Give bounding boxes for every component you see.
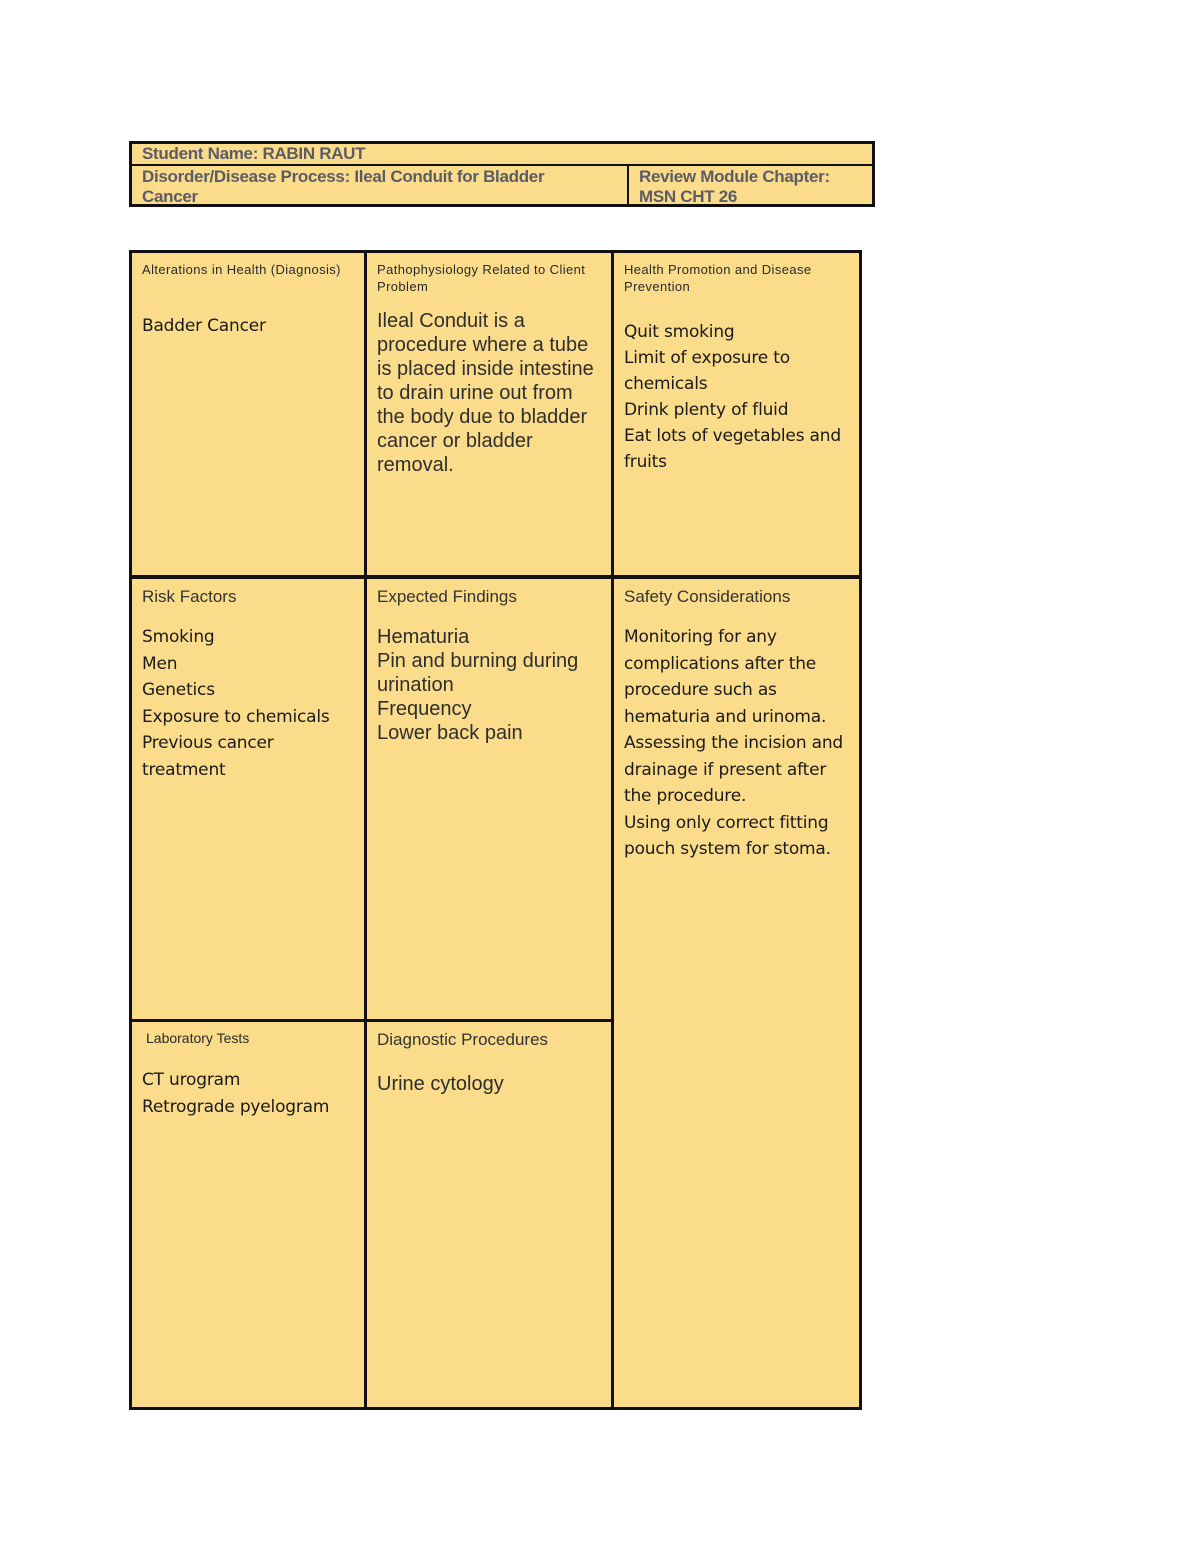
health-promotion-list	[624, 319, 849, 475]
pathophysiology-cell	[367, 253, 611, 575]
list-item: Using only correct fitting	[624, 812, 829, 833]
diagnostic-procedures-cell	[367, 1022, 611, 1407]
risk-factors-title: Risk Factors	[142, 587, 237, 606]
health-promotion-title-line-1: Health Promotion and Disease	[624, 262, 812, 277]
body-line: Ileal Conduit is a	[377, 310, 525, 332]
list-item: Limit of exposure to	[624, 347, 790, 368]
student-name: Student Name: RABIN RAUT	[142, 144, 366, 163]
list-item: Frequency	[377, 698, 472, 720]
list-item: fruits	[624, 451, 667, 472]
safety-considerations-title: Safety Considerations	[624, 587, 791, 606]
body-line: removal.	[377, 454, 454, 476]
risk-factors-list	[142, 624, 354, 783]
list-item: Assessing the incision and	[624, 733, 844, 753]
grid-border-right	[859, 250, 862, 1410]
review-line-2: MSN CHT 26	[639, 187, 738, 206]
health-promotion-cell	[614, 253, 859, 575]
list-item: Monitoring for any	[624, 627, 777, 647]
laboratory-tests-list	[142, 1067, 354, 1120]
expected-findings-list	[377, 625, 601, 745]
list-item: Smoking	[142, 627, 215, 647]
body-line: cancer or bladder	[377, 430, 533, 452]
alterations-title: Alterations in Health (Diagnosis)	[142, 262, 341, 277]
review-module-cell	[629, 166, 872, 204]
laboratory-tests-cell	[132, 1022, 364, 1407]
list-item: CT urogram	[142, 1070, 241, 1090]
disorder-line-1: Disorder/Disease Process: Ileal Conduit for Bladder	[142, 167, 545, 186]
list-item: Genetics	[142, 680, 215, 700]
list-item: drainage if present after	[624, 759, 827, 780]
list-item: hematuria and urinoma.	[624, 706, 827, 727]
list-item: Pin and burning during	[377, 650, 579, 672]
expected-findings-title: Expected Findings	[377, 587, 517, 606]
laboratory-tests-title: Laboratory Tests	[146, 1030, 250, 1046]
student-name-row	[132, 144, 872, 166]
review-line-1: Review Module Chapter:	[639, 167, 830, 186]
list-item: pouch system for stoma.	[624, 839, 831, 859]
list-item: Men	[142, 653, 178, 674]
safety-considerations-list	[624, 624, 849, 863]
list-item: urination	[377, 674, 454, 696]
list-item: Badder Cancer	[142, 316, 266, 336]
safety-considerations-cell	[614, 579, 859, 1407]
disorder-line-2: Cancer	[142, 187, 198, 206]
list-item: Quit smoking	[624, 322, 735, 342]
expected-findings-cell	[367, 579, 611, 1019]
pathophysiology-title-line-1: Pathophysiology Related to Client	[377, 262, 586, 277]
pathophysiology-body	[377, 309, 601, 477]
body-line: to drain urine out from	[377, 382, 573, 404]
list-item: chemicals	[624, 373, 708, 394]
list-item: the procedure.	[624, 786, 747, 806]
list-item: Hematuria	[377, 626, 470, 648]
body-line: procedure where a tube	[377, 334, 589, 356]
list-item: Retrograde pyelogram	[142, 1096, 330, 1117]
body-line: the body due to bladder	[377, 406, 588, 428]
diagnostic-procedures-list	[377, 1072, 601, 1096]
list-item: procedure such as	[624, 680, 777, 700]
pathophysiology-title-line-2: Problem	[377, 279, 429, 294]
disorder-cell	[132, 166, 629, 204]
diagnostic-procedures-title: Diagnostic Procedures	[377, 1030, 549, 1049]
list-item: Lower back pain	[377, 722, 523, 744]
health-promotion-title-line-2: Prevention	[624, 279, 691, 294]
list-item: Eat lots of vegetables and	[624, 425, 841, 446]
list-item: Urine cytology	[377, 1073, 504, 1095]
header-table	[129, 141, 875, 207]
list-item: treatment	[142, 759, 226, 780]
risk-factors-cell	[132, 579, 364, 1019]
list-item: Exposure to chemicals	[142, 706, 330, 727]
alterations-cell	[132, 253, 364, 575]
alterations-list	[142, 313, 354, 340]
grid-border-bottom	[129, 1407, 862, 1410]
body-line: is placed inside intestine	[377, 358, 594, 380]
list-item: complications after the	[624, 653, 817, 674]
list-item: Previous cancer	[142, 733, 274, 753]
list-item: Drink plenty of fluid	[624, 400, 789, 420]
